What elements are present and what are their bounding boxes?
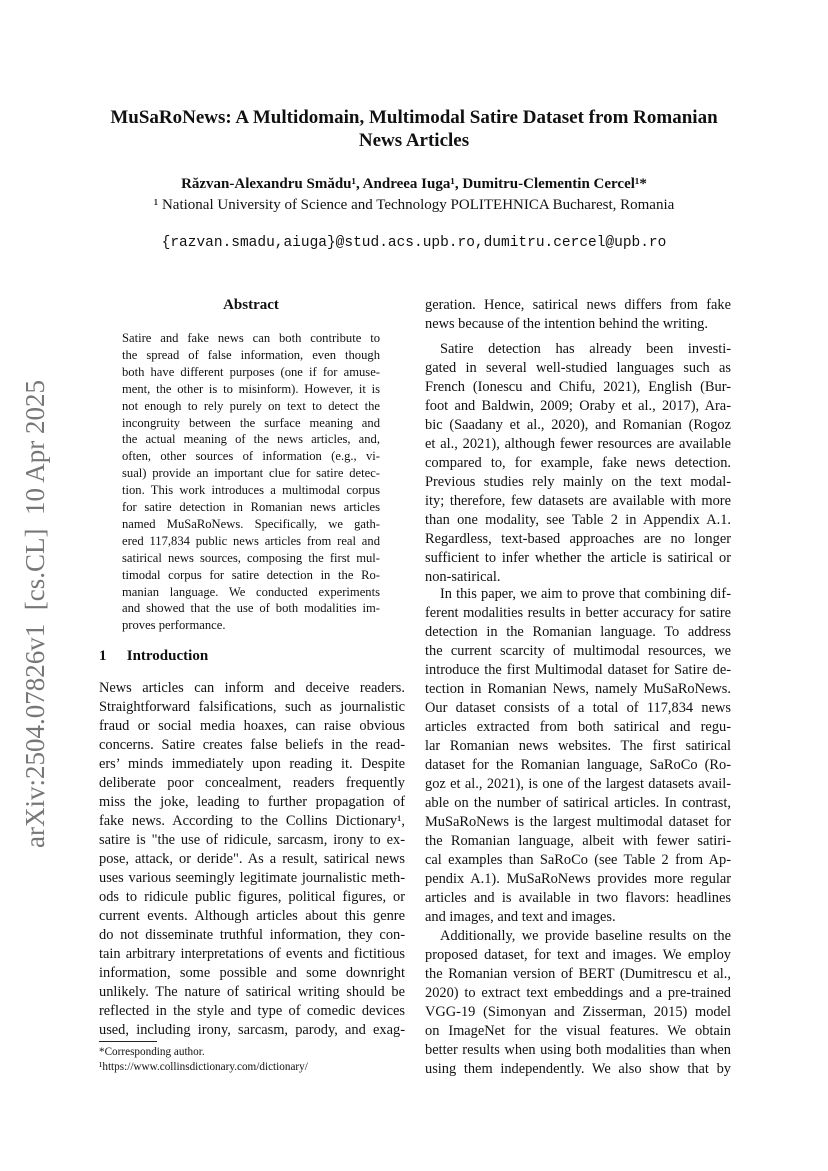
paragraph-line: sufficient to infer whether the article is satirical or xyxy=(425,550,731,566)
affiliation: ¹ National University of Science and Technology POLITEHNICA Bucharest, Romania xyxy=(153,197,675,213)
abstract-line: manian language. We conducted experiments xyxy=(122,584,380,599)
title-line-1: MuSaRoNews: A Multidomain, Multimodal Satire Dataset from Romanian xyxy=(110,107,718,128)
paragraph-line: dataset for the Romanian language, SaRoCo (Ro- xyxy=(425,757,731,773)
authors: Răzvan-Alexandru Smădu¹, Andreea Iuga¹, Dumitru-Clementin Cercel¹* xyxy=(181,176,647,192)
intro-line: concerns. Satire creates false beliefs in the read- xyxy=(99,737,405,753)
paragraph-line: than one modality, see Table 2 in Appendix A.1. xyxy=(425,512,731,528)
author-emails: {razvan.smadu,aiuga}@stud.acs.upb.ro,dumitru.cercel@upb.ro xyxy=(161,235,667,251)
intro-line: unlikely. The nature of satirical writing should be xyxy=(99,984,405,1000)
intro-line: miss the joke, leading to further propagation of xyxy=(99,794,405,810)
abstract-line: the spread of false information, even though xyxy=(122,347,380,362)
intro-line: pose, attack, or deride". As a result, satirical news xyxy=(99,851,405,867)
abstract-heading: Abstract xyxy=(223,297,279,313)
abstract-line: both have different purposes (one if for amuse- xyxy=(122,364,380,379)
paragraph-line: better results when using both modalities than when xyxy=(425,1042,731,1058)
intro-line: ods to ridicule public figures, political figures, or xyxy=(99,889,405,905)
paragraph-line: pendix A.1). MuSaRoNews provides more regular xyxy=(425,871,731,887)
paragraph-line: MuSaRoNews is the largest multimodal dataset for xyxy=(425,814,731,830)
paragraph-line: the current scarcity of multimodal resources, we xyxy=(425,643,731,659)
paragraph-line: 2020) to extract text embeddings and a pre-trained xyxy=(425,985,731,1001)
footnote-corresponding: *Corresponding author. xyxy=(99,1046,205,1058)
abstract-line: incongruity between the surface meaning and xyxy=(122,415,380,430)
intro-line: satire is "the use of ridicule, sarcasm, irony to ex- xyxy=(99,832,405,848)
abstract-line: named MuSaRoNews. Specifically, we gath- xyxy=(122,516,380,531)
paragraph-line: Additionally, we provide baseline results on the xyxy=(440,928,731,944)
intro-line: do not disseminate truthful information, they con- xyxy=(99,927,405,943)
paragraph-line: lar Romanian news websites. The first satirical xyxy=(425,738,731,754)
paragraph-line: VGG-19 (Simonyan and Zisserman, 2015) model xyxy=(425,1004,731,1020)
paragraph-line: gated in several well-studied languages such as xyxy=(425,360,731,376)
paragraph-line: compared to, for example, fake news detection. xyxy=(425,455,731,471)
footnote-rule xyxy=(99,1041,157,1042)
paragraph-line: ity; therefore, few datasets are available with more xyxy=(425,493,731,509)
abstract-line: ment, the other is to misinform). However, it is xyxy=(122,381,380,396)
paragraph-line: ferent modalities results in better accuracy for satire xyxy=(425,605,731,621)
paragraph-line: In this paper, we aim to prove that combining dif- xyxy=(440,586,731,602)
paragraph-line: on ImageNet for the visual features. We obtain xyxy=(425,1023,731,1039)
intro-line: fake news. According to the Collins Dictionary¹, xyxy=(99,813,405,829)
paragraph-line: et al., 2021), although fewer resources are available xyxy=(425,436,731,452)
abstract-line: proves performance. xyxy=(122,618,226,633)
paragraph-line: articles extracted from both satirical and regu- xyxy=(425,719,731,735)
arxiv-identifier-text: arXiv:2504.07826v1 [cs.CL] 10 Apr 2025 xyxy=(20,380,50,848)
paragraph-line: bic (Saadany et al., 2020), and Romanian (Rogoz xyxy=(425,417,731,433)
section-title: Introduction xyxy=(126,648,209,664)
footnote-url: ¹https://www.collinsdictionary.com/dictionary/ xyxy=(99,1061,308,1073)
paragraph-line: the Romanian version of BERT (Dumitrescu et al., xyxy=(425,966,731,982)
paragraph-line: news because of the intention behind the writing. xyxy=(425,316,708,332)
paragraph-line: tection in Romanian News, namely MuSaRoNews. xyxy=(425,681,731,697)
section-number: 1 xyxy=(99,648,107,664)
paragraph-line: using them independently. We also show that by xyxy=(425,1061,731,1077)
paragraph-line: and images, and text and images. xyxy=(425,909,616,925)
paragraph-line: Previous studies rely mainly on the text modal- xyxy=(425,474,731,490)
abstract-line: for satire detection in Romanian news articles xyxy=(122,500,380,514)
paragraph-line: Satire detection has already been investi- xyxy=(440,341,731,357)
abstract-line: sual) provide an important clue for satire detec- xyxy=(122,466,380,481)
abstract-line: not enough to rely purely on text to detect the xyxy=(122,398,380,413)
paragraph-line: geration. Hence, satirical news differs from fake xyxy=(425,297,731,313)
intro-line: tain arbitrary interpretations of events and fictitious xyxy=(99,946,405,962)
title-line-2: News Articles xyxy=(358,130,470,151)
paragraph-line: non-satirical. xyxy=(425,569,501,585)
intro-line: deliberate poor concealment, readers frequently xyxy=(99,775,405,791)
abstract-line: and showed that the use of both modalities im- xyxy=(122,601,380,616)
paragraph-line: able on the number of satirical articles. In contrast, xyxy=(425,795,731,811)
abstract-line: ered 117,834 public news articles from real and xyxy=(122,533,380,548)
paragraph-line: introduce the first Multimodal dataset for Satire de- xyxy=(425,662,731,678)
paper-title xyxy=(60,106,768,152)
intro-line: News articles can inform and deceive readers. xyxy=(99,680,405,696)
intro-line: current events. Although articles about this genre xyxy=(99,908,405,924)
paragraph-line: Our dataset consists of a total of 117,834 news xyxy=(425,700,731,716)
paragraph-line: goz et al., 2021), is one of the largest datasets avail- xyxy=(425,776,731,792)
intro-line: reflected in the style and type of comedic devices xyxy=(99,1003,405,1019)
abstract-line: the actual meaning of the news articles, and, xyxy=(122,432,380,447)
paragraph-line: Regardless, text-based approaches are no longer xyxy=(425,531,731,547)
abstract-line: timodal corpus for satire detection in the Ro- xyxy=(122,567,380,582)
intro-line: information, some possible and some downright xyxy=(99,965,405,981)
paragraph-line: cal examples than SaRoCo (see Table 2 from Ap- xyxy=(425,852,731,868)
intro-line: uses various seemingly legitimate journalistic meth- xyxy=(99,870,405,886)
intro-line: Straightforward falsifications, such as journalistic xyxy=(99,699,405,715)
abstract-line: often, other sources of information (e.g., vi- xyxy=(122,449,380,464)
paragraph-line: French (Ionescu and Chifu, 2021), English (Bur- xyxy=(425,379,731,395)
intro-line: ers’ minds immediately upon reading it. Despite xyxy=(99,756,405,772)
abstract-line: tion. This work introduces a multimodal corpus xyxy=(122,483,380,498)
section-heading-introduction xyxy=(99,648,208,665)
paragraph-line: the Romanian language, albeit with fewer satiri- xyxy=(425,833,731,849)
abstract-line: satirical news sources, composing the first mul- xyxy=(122,550,380,565)
intro-line: used, including irony, sarcasm, parody, and exag- xyxy=(99,1022,405,1038)
paragraph-line: detection in the Romanian language. To address xyxy=(425,624,731,640)
arxiv-identifier xyxy=(14,372,54,852)
intro-line: fraud or social media hoaxes, can raise obvious xyxy=(99,718,405,734)
abstract-line: Satire and fake news can both contribute to xyxy=(122,331,380,345)
paragraph-line: foot and Baldwin, 2009; Oraby et al., 2017), Ara- xyxy=(425,398,731,414)
paragraph-line: proposed dataset, for text and images. We employ xyxy=(425,947,731,963)
paragraph-line: articles and is available in two flavors: headlines xyxy=(425,890,731,906)
